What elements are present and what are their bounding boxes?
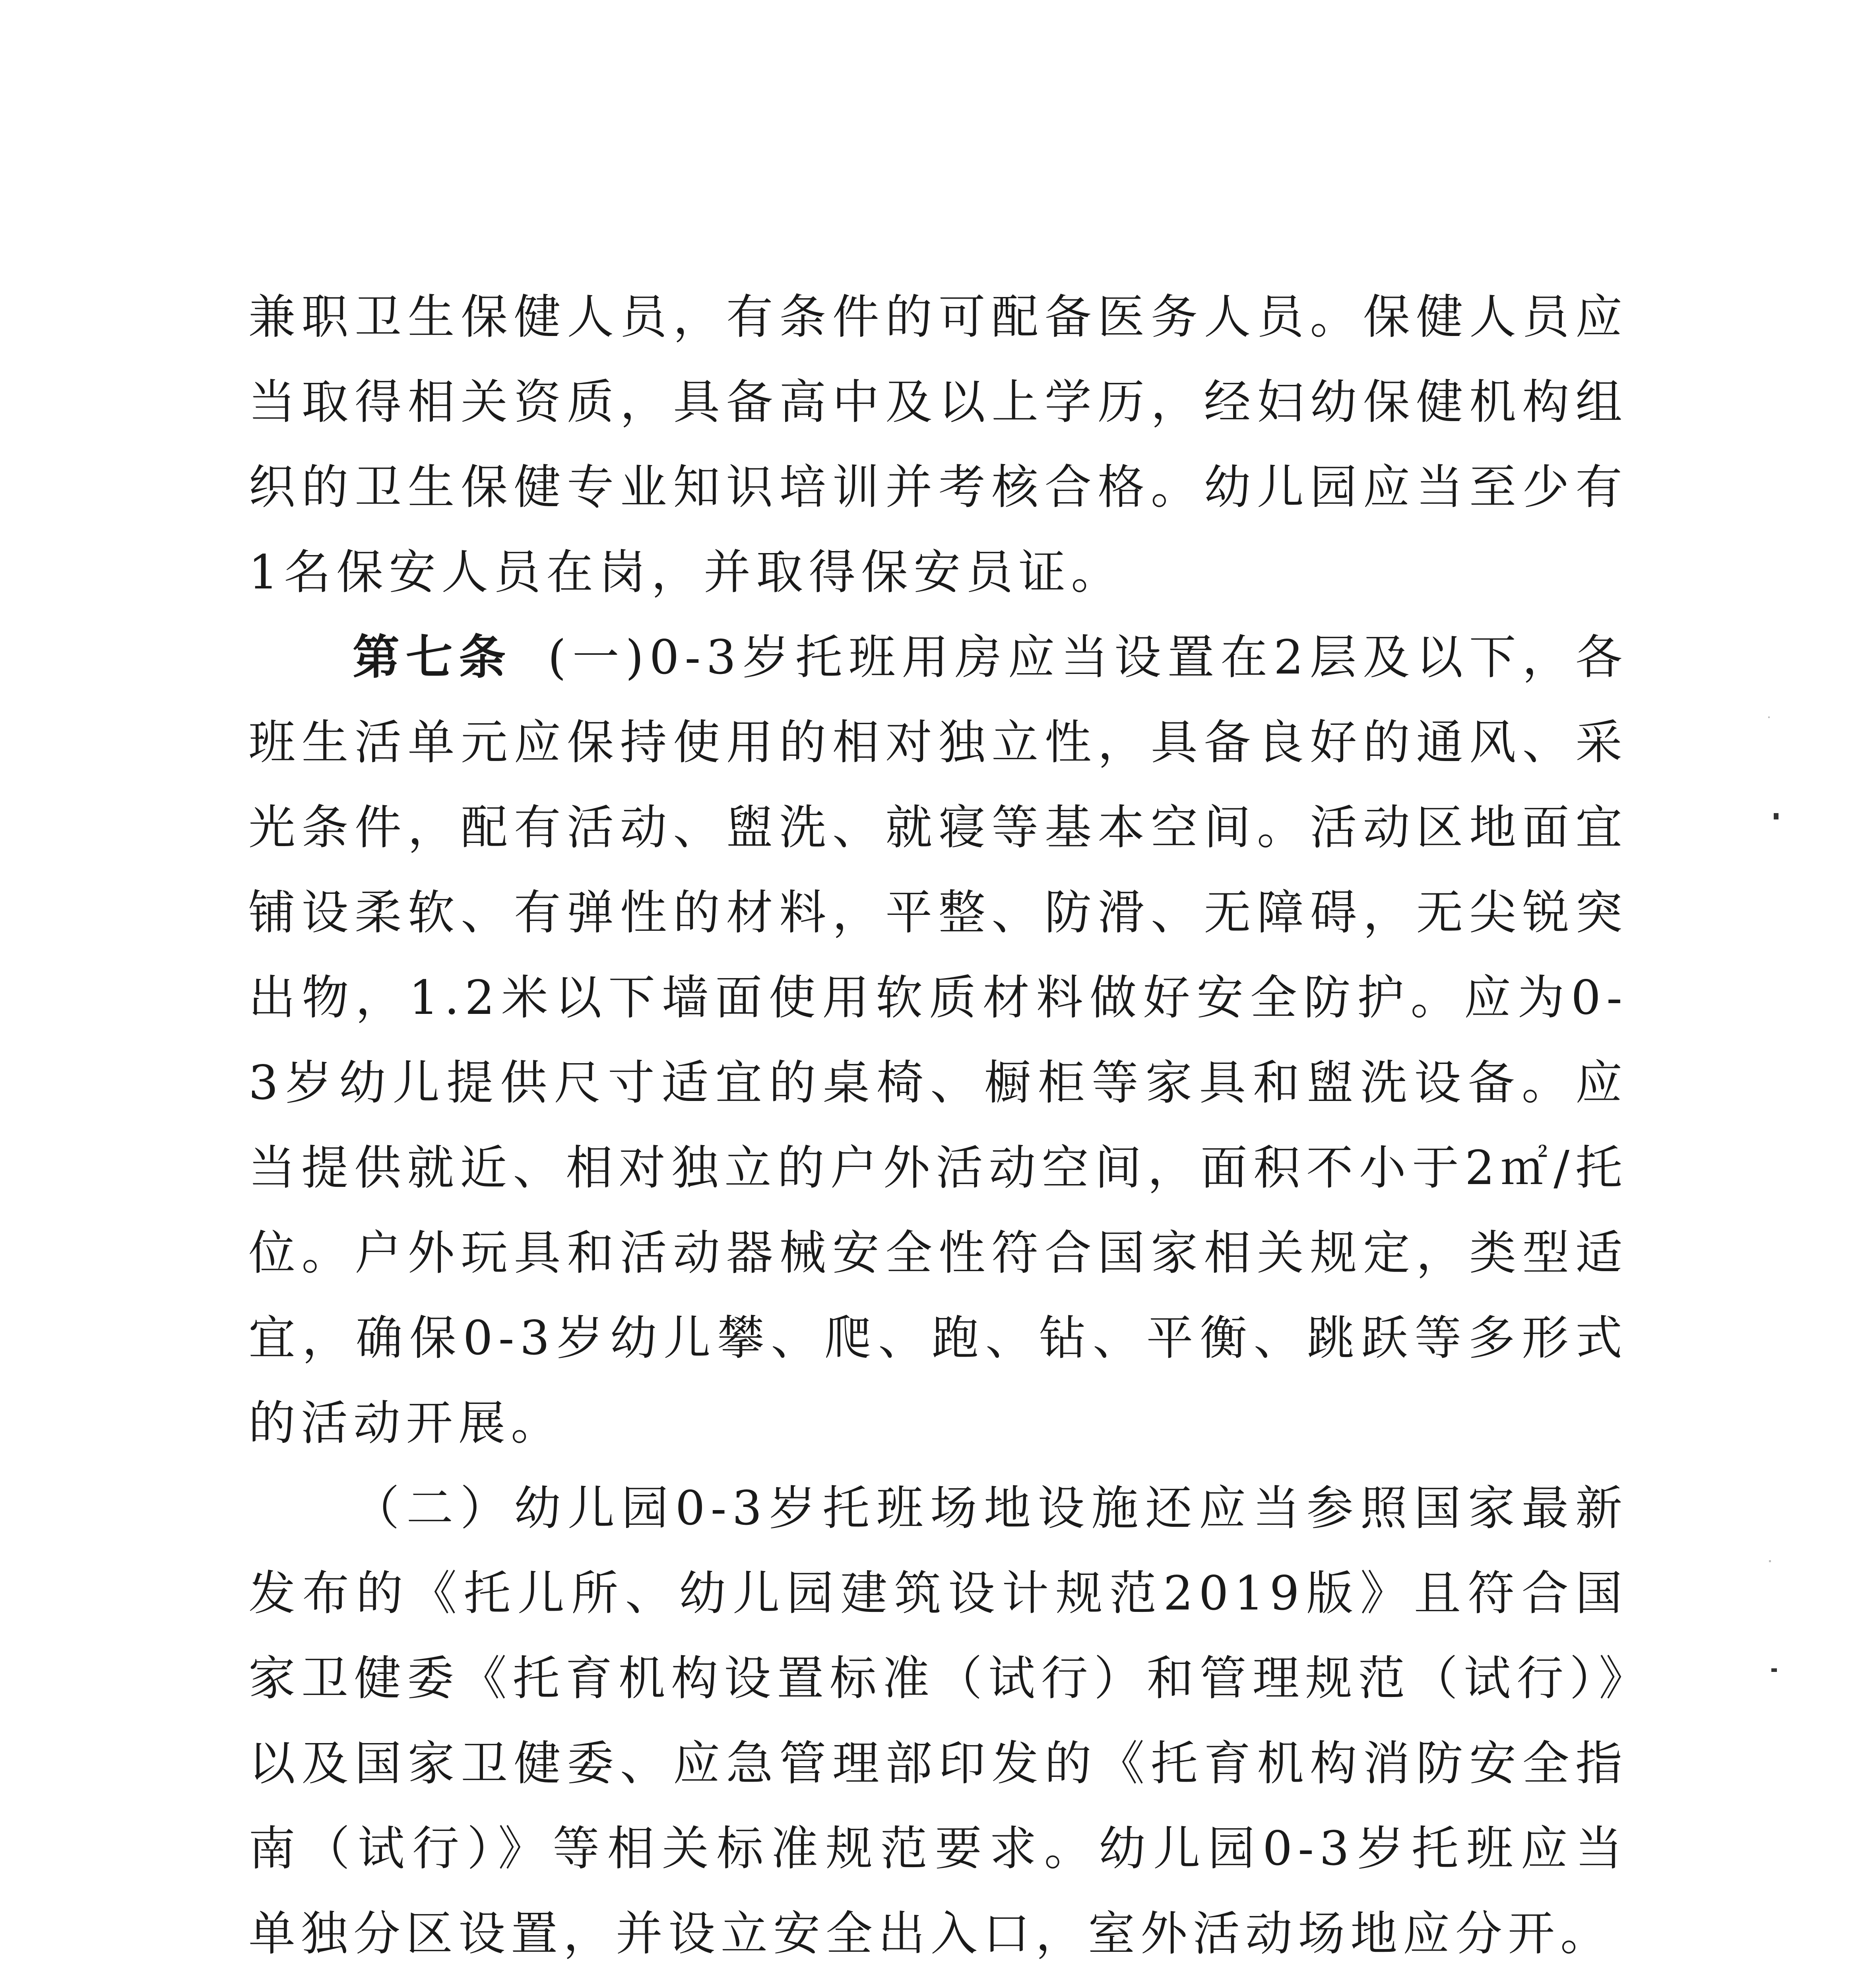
paragraph-staff (248, 274, 1628, 615)
document-body (248, 274, 1628, 1988)
scan-speck (1771, 1668, 1777, 1672)
article-heading: 第七条 (353, 629, 512, 685)
paragraph-text: (一)0-3岁托班用房应当设置在2层及以下，各班生活单元应保持使用的相对独立性，具备良好的通风、采光条件，配有活动、盥洗、就寝等基本空间。活动区地面宜铺设柔软、有弹性的材料，平整、防滑、无障碍，无尖锐突出物，1.2米以下墙面使用软质材料做好安全防护。应为0-3岁幼儿提供尺寸适宜的桌椅、橱柜等家具和盥洗设备。应当提供就近、相对独立的户外活动空间，面积不小于2㎡/托位。户外玩具和活动器械安全性符合国家相关规定，类型适宜，确保0-3岁幼儿攀、爬、跑、钻、平衡、跳跃等多形式的活动开展。 (248, 630, 1628, 1450)
paragraph-article-7-part-2 (248, 1466, 1628, 1976)
paragraph-article-8 (248, 1976, 1628, 1988)
paragraph-article-7 (248, 615, 1628, 1466)
paragraph-text: 兼职卫生保健人员，有条件的可配备医务人员。保健人员应当取得相关资质，具备高中及以上学历，经妇幼保健机构组织的卫生保健专业知识培训并考核合格。幼儿园应当至少有1名保安人员在岗，并取得保安员证。 (248, 289, 1628, 600)
scan-speck (1774, 813, 1778, 819)
scan-speck (1768, 716, 1770, 718)
paragraph-text: （二）幼儿园0-3岁托班场地设施还应当参照国家最新发布的《托儿所、幼儿园建筑设计规范2019版》且符合国家卫健委《托育机构设置标准（试行）和管理规范（试行）》以及国家卫健委、应急管理部印发的《托育机构消防安全指南（试行）》等相关标准规范要求。幼儿园0-3岁托班应当单独分区设置，并设立安全出入口，室外活动场地应分开。 (248, 1481, 1628, 1961)
scan-speck (1769, 1560, 1771, 1562)
